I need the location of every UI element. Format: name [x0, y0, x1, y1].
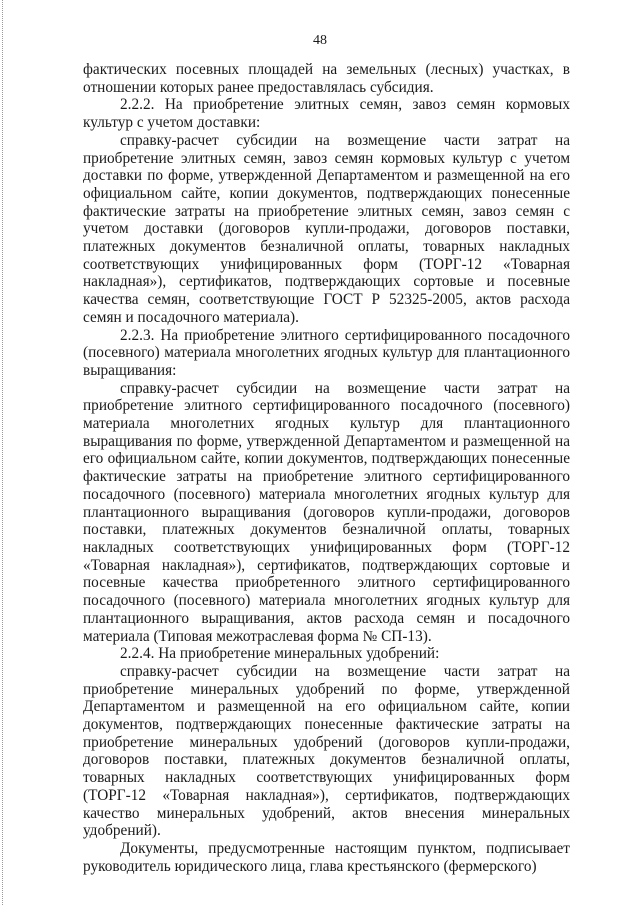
- section-2-2-3-body: справку-расчет субсидии на возмещение части затрат на приобретение элитного сертифицированного посадочного (посевного) материала многолетних ягодных культур для плантационного выращивания по форме, утвержденной Департаментом и размещенной на его официальном сайте, копии документов, подтверждающих понесенные фактические затраты на приобретение элитного сертифицированного посадочного (посевного) материала многолетних ягодных культур для плантационного выращивания (договоров купли-продажи, договоров поставки, платежных документов безналичной оплаты, товарных накладных соответствующих унифицированных форм (ТОРГ-12 «Товарная накладная»), сертификатов, подтверждающих сортовые и посевные качества приобретенного элитного сертифицированного посадочного (посевного) материала многолетних ягодных культур для плантационного выращивания, актов расхода семян и посадочного материала (Типовая межотраслевая форма № СП-13).: [83, 379, 570, 645]
- section-2-2-2-heading: 2.2.2. На приобретение элитных семян, завоз семян кормовых культур с учетом доставки:: [83, 96, 570, 132]
- section-2-2-2-body: справку-расчет субсидии на возмещение части затрат на приобретение элитных семян, завоз семян кормовых культур с учетом доставки по форме, утвержденной Департаментом и размещенной на его официальном сайте, копии документов, подтверждающих понесенные фактические затраты на приобретение элитных семян, завоз семян с учетом доставки (договоров купли-продажи, договоров поставки, платежных документов безналичной оплаты, товарных накладных соответствующих унифицированных форм (ТОРГ-12 «Товарная накладная»), сертификатов, подтверждающих сортовые и посевные качества семян, соответствующие ГОСТ Р 52325-2005, актов расхода семян и посадочного материала).: [83, 131, 570, 326]
- section-2-2-3-heading: 2.2.3. На приобретение элитного сертифицированного посадочного (посевного) материала многолетних ягодных культур для плантационного выращивания:: [83, 326, 570, 379]
- paragraph-continuation: фактических посевных площадей на земельных (лесных) участках, в отношении которых ранее предоставлялась субсидия.: [83, 61, 570, 96]
- scan-edge-dots: [2, 0, 3, 905]
- page-number: 48: [313, 33, 327, 48]
- signatory-paragraph: Документы, предусмотренные настоящим пунктом, подписывает руководитель юридического лица, глава крестьянского (фермерского): [83, 839, 570, 875]
- section-2-2-4-body: справку-расчет субсидии на возмещение части затрат на приобретение минеральных удобрений по форме, утвержденной Департаментом и размещенной на его официальном сайте, копии документов, подтверждающих понесенные фактические затраты на приобретение минеральных удобрений (договоров купли-продажи, договоров поставки, платежных документов безналичной оплаты, товарных накладных соответствующих унифицированных форм (ТОРГ-12 «Товарная накладная»), сертификатов, подтверждающих качество минеральных удобрений, актов внесения минеральных удобрений).: [83, 662, 570, 840]
- document-body: [83, 61, 570, 875]
- section-2-2-4-heading: 2.2.4. На приобретение минеральных удобрений:: [120, 645, 440, 663]
